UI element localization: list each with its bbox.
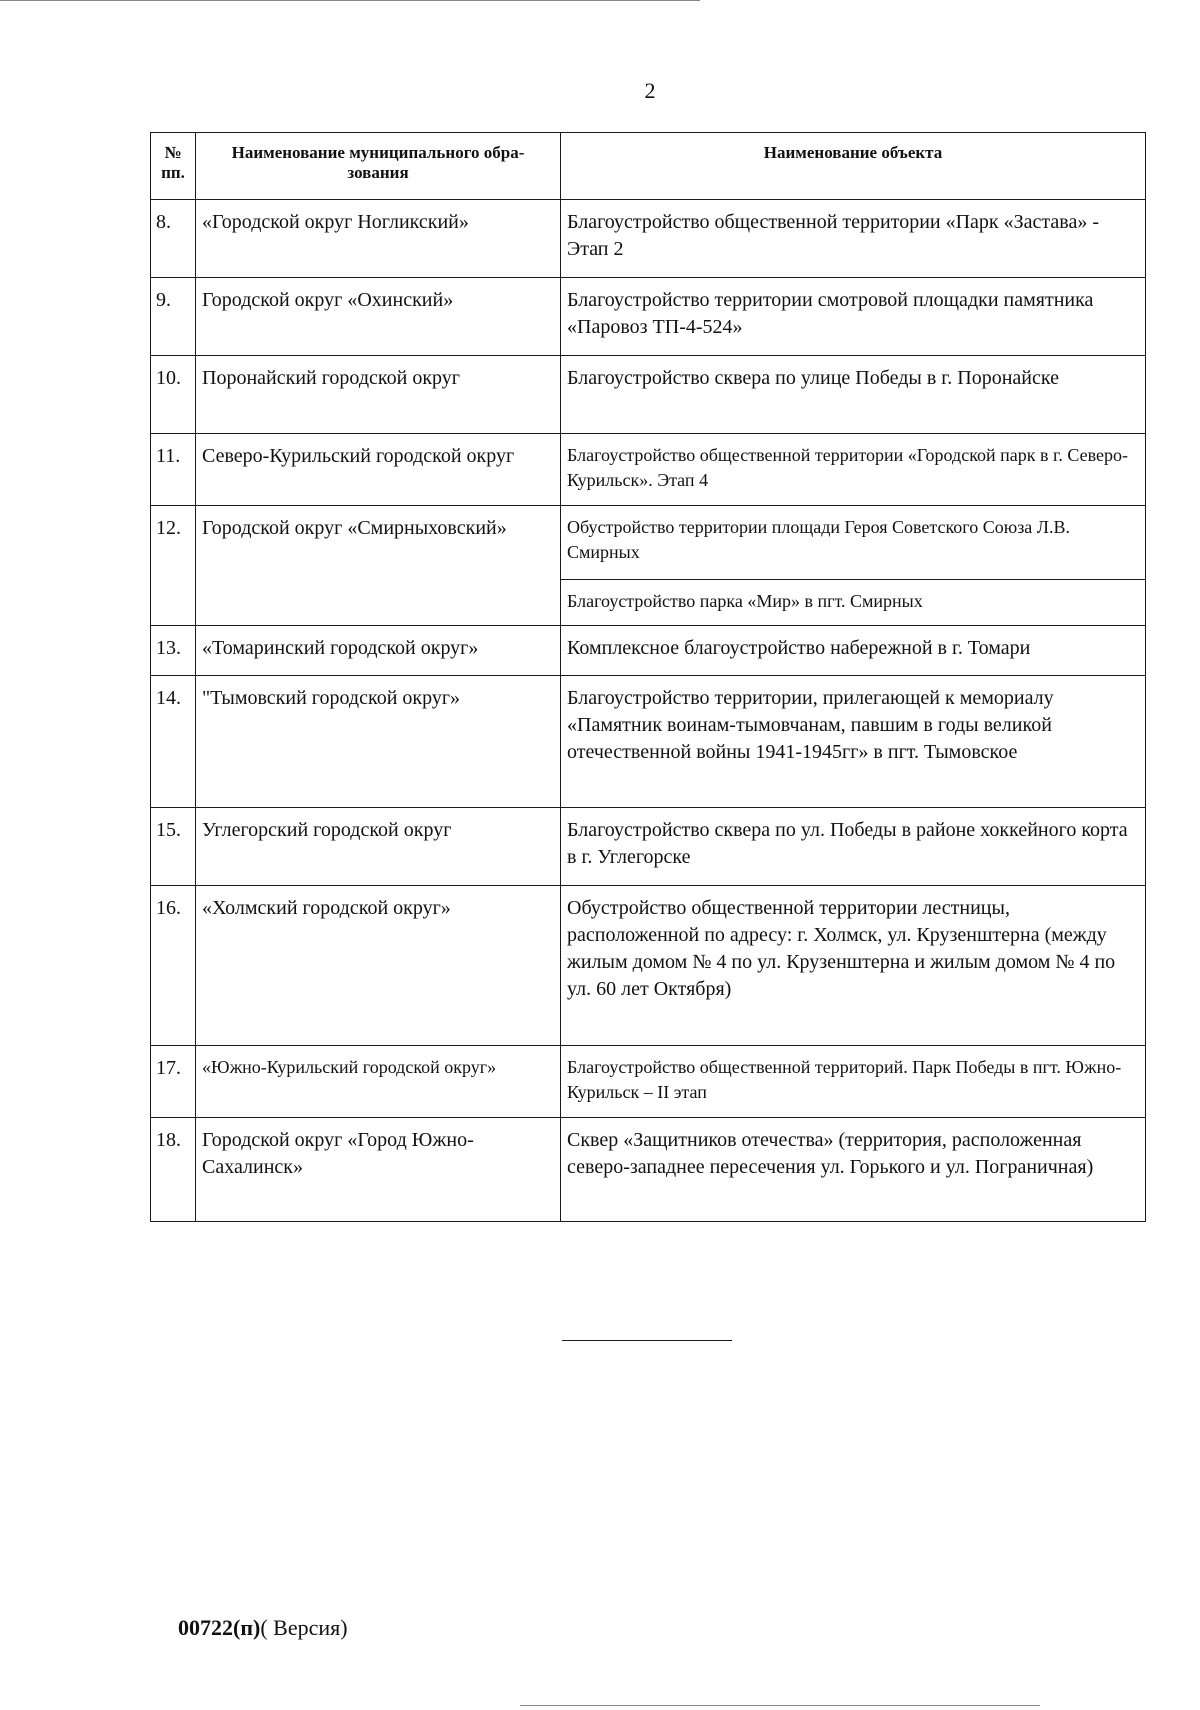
row-municipality: Городской округ «Охинский» [196, 278, 561, 356]
table-body [151, 200, 1146, 1222]
table-row [151, 434, 1146, 506]
row-municipality: Северо-Курильский городской округ [196, 434, 561, 506]
row-num: 18. [151, 1118, 196, 1222]
row-object: Благоустройство территории смотровой площадки памятника «Паровоз ТП-4-524» [561, 278, 1146, 356]
row-object: Сквер «Защитников отечества» (территория, расположенная северо-западнее пересечения ул. Горького и ул. Пограничная) [561, 1118, 1146, 1222]
table-row [151, 626, 1146, 676]
row-municipality: «Холмский городской округ» [196, 886, 561, 1046]
row-num: 12. [151, 506, 196, 626]
row-object: Благоустройство парка «Мир» в пгт. Смирных [561, 580, 1146, 626]
row-municipality: Углегорский городской округ [196, 808, 561, 886]
scan-top-edge [0, 0, 700, 1]
document-code-number: 00722(п) [178, 1615, 261, 1640]
table-row [151, 506, 1146, 580]
page-number: 2 [644, 78, 656, 103]
table-row [151, 886, 1146, 1046]
row-num: 16. [151, 886, 196, 1046]
table-header-row [151, 133, 1146, 200]
row-object: Благоустройство территории, прилегающей к мемориалу «Памятник воинам-тымовчанам, павшим в годы великой отечественной войны 1941-1945гг» в пгт. Тымовское [561, 676, 1146, 808]
header-object: Наименование объекта [561, 133, 1146, 200]
row-num: 13. [151, 626, 196, 676]
row-municipality: Поронайский городской округ [196, 356, 561, 434]
header-num: № пп. [151, 133, 196, 200]
table-row [151, 1118, 1146, 1222]
row-object: Благоустройство общественной территории «Парк «Застава» - Этап 2 [561, 200, 1146, 278]
scan-bottom-edge [520, 1705, 1040, 1706]
row-object: Благоустройство общественной территории «Городской парк в г. Северо-Курильск». Этап 4 [561, 434, 1146, 506]
row-num: 8. [151, 200, 196, 278]
table-row [151, 676, 1146, 808]
row-num: 10. [151, 356, 196, 434]
objects-table [150, 132, 1146, 1222]
row-municipality: «Южно-Курильский городской округ» [196, 1046, 561, 1118]
row-object: Обустройство общественной территории лестницы, расположенной по адресу: г. Холмск, ул. Крузенштерна (между жилым домом № 4 по ул. Крузенштерна и жилым домом № 4 по ул. 60 лет Октября) [561, 886, 1146, 1046]
row-municipality: «Городской округ Ногликский» [196, 200, 561, 278]
row-num: 9. [151, 278, 196, 356]
table-row [151, 200, 1146, 278]
row-object: Обустройство территории площади Героя Советского Союза Л.В. Смирных [561, 506, 1146, 580]
header-municipality: Наименование муниципального обра-зования [196, 133, 561, 200]
row-municipality: Городской округ «Смирныховский» [196, 506, 561, 626]
table-row [151, 278, 1146, 356]
row-object: Благоустройство сквера по ул. Победы в районе хоккейного корта в г. Углегорске [561, 808, 1146, 886]
row-object: Благоустройство сквера по улице Победы в г. Поронайске [561, 356, 1146, 434]
document-code [178, 1615, 348, 1641]
row-num: 17. [151, 1046, 196, 1118]
table-row [151, 356, 1146, 434]
row-object: Благоустройство общественной территорий. Парк Победы в пгт. Южно-Курильск – II этап [561, 1046, 1146, 1118]
document-version: ( Версия) [260, 1615, 348, 1640]
row-num: 11. [151, 434, 196, 506]
end-divider-line [562, 1340, 732, 1341]
table-row [151, 1046, 1146, 1118]
row-object: Комплексное благоустройство набережной в г. Томари [561, 626, 1146, 676]
table-row [151, 808, 1146, 886]
row-municipality: Городской округ «Город Южно-Сахалинск» [196, 1118, 561, 1222]
row-municipality: "Тымовский городской округ» [196, 676, 561, 808]
row-num: 14. [151, 676, 196, 808]
row-num: 15. [151, 808, 196, 886]
row-municipality: «Томаринский городской округ» [196, 626, 561, 676]
